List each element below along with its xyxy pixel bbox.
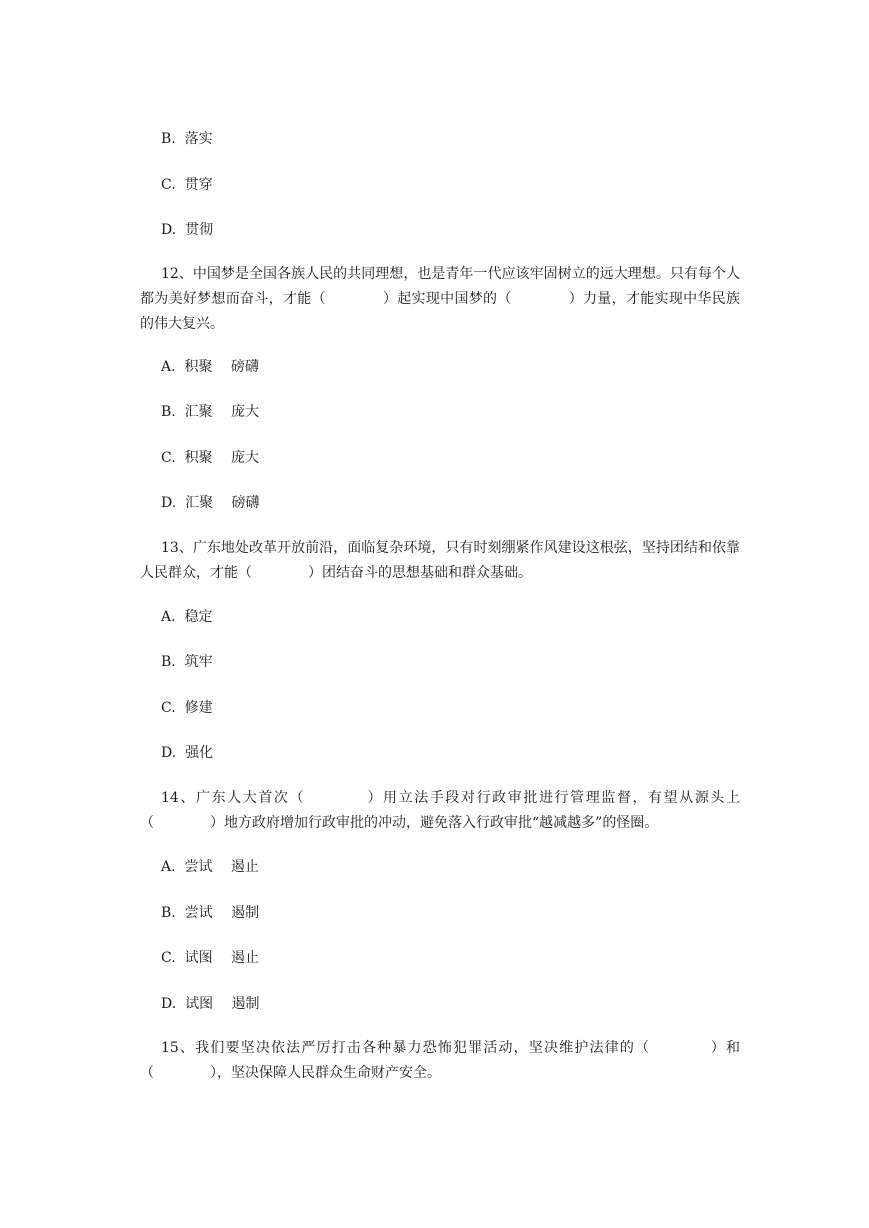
q14-option-d: D. 试图 遏制	[161, 996, 260, 1012]
option-d: D. 贯彻	[161, 222, 214, 238]
question-12	[140, 262, 740, 337]
question-14	[140, 786, 740, 836]
question-13-text: 13、广东地处改革开放前沿，面临复杂环境，只有时刻绷紧作风建设这根弦，坚持团结和依靠人民群众，才能（ ）团结奋斗的思想基础和群众基础。	[140, 540, 740, 581]
q13-option-a: A. 稳定	[161, 609, 213, 625]
question-15	[140, 1036, 740, 1086]
question-14-text: 14、广东人大首次（ ）用立法手段对行政审批进行管理监督，有望从源头上（ ）地方政府增加行政审批的冲动，避免落入行政审批“越减越多”的怪圈。	[140, 790, 740, 831]
question-15-text: 15、我们要坚决依法严厉打击各种暴力恐怖犯罪活动，坚决维护法律的（ ）和（ ），坚决保障人民群众生命财产安全。	[140, 1040, 740, 1081]
q14-option-a: A. 尝试 遏止	[161, 859, 259, 875]
option-b: B. 落实	[161, 131, 213, 147]
q12-option-b: B. 汇聚 庞大	[161, 404, 260, 420]
question-13	[140, 536, 740, 586]
q13-option-c: C. 修建	[161, 700, 213, 716]
option-c: C. 贯穿	[161, 177, 213, 193]
q13-option-b: B. 筑牢	[161, 654, 213, 670]
q12-option-c: C. 积聚 庞大	[161, 450, 260, 466]
q12-option-d: D. 汇聚 磅礴	[161, 495, 260, 511]
q12-option-a: A. 积聚 磅礴	[161, 359, 259, 375]
q13-option-d: D. 强化	[161, 745, 214, 761]
q14-option-c: C. 试图 遏止	[161, 950, 260, 966]
q14-option-b: B. 尝试 遏制	[161, 905, 260, 921]
question-12-text: 12、中国梦是全国各族人民的共同理想，也是青年一代应该牢固树立的远大理想。只有每个人都为美好梦想而奋斗，才能（ ）起实现中国梦的（ ）力量，才能实现中华民族的伟大复兴。	[140, 266, 740, 332]
